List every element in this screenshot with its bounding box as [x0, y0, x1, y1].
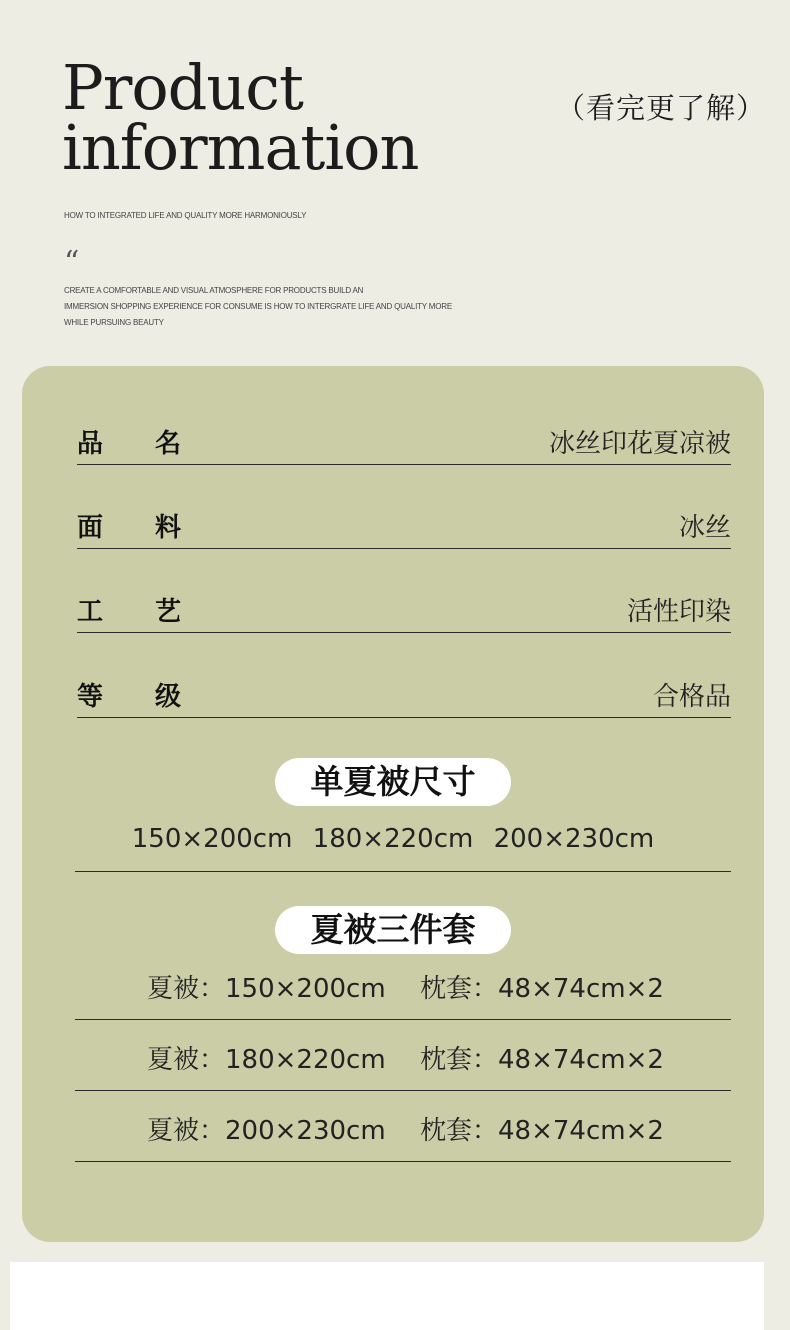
- header-note: （看完更了解）: [556, 91, 767, 125]
- description-line: WHILE PURSUING BEAUTY: [64, 318, 164, 327]
- divider: [75, 1161, 731, 1162]
- spec-value: 冰丝: [678, 513, 731, 543]
- quote-mark-icon: “: [64, 245, 80, 280]
- set-row: [147, 1040, 707, 1080]
- page-title: [62, 51, 419, 184]
- set-quilt-size: 夏被：200×230cm: [147, 1116, 386, 1146]
- divider: [75, 1019, 731, 1020]
- info-panel: [22, 366, 764, 1242]
- set-quilt-size: 夏被：180×220cm: [147, 1045, 386, 1075]
- spec-label: 等级: [77, 682, 234, 712]
- spec-label: 工艺: [77, 597, 234, 627]
- spec-row-fabric: [77, 508, 731, 549]
- set-quilt-size: 夏被：150×200cm: [147, 974, 386, 1004]
- spec-label: 面料: [77, 513, 234, 543]
- description: [64, 283, 454, 331]
- title-line-1: Product: [62, 51, 303, 124]
- spec-value: 冰丝印花夏凉被: [548, 429, 731, 459]
- footer-blank: [10, 1262, 764, 1330]
- single-size-heading: 单夏被尺寸: [275, 758, 511, 806]
- spec-value: 合格品: [652, 682, 731, 712]
- spec-value: 活性印染: [626, 597, 731, 627]
- single-size-list: 150×200cm 180×220cm 200×230cm: [131, 824, 655, 854]
- set-row: [147, 1111, 707, 1151]
- set-pillow-size: 枕套：48×74cm×2: [420, 974, 664, 1004]
- description-line: CREATE A COMFORTABLE AND VISUAL ATMOSPHERE FOR PRODUCTS BUILD AN: [64, 286, 364, 295]
- spec-row-grade: [77, 677, 731, 718]
- set-pillow-size: 枕套：48×74cm×2: [420, 1116, 664, 1146]
- set-pillow-size: 枕套：48×74cm×2: [420, 1045, 664, 1075]
- divider: [75, 871, 731, 872]
- set-heading: 夏被三件套: [275, 906, 511, 954]
- spec-label: 品名: [77, 429, 234, 459]
- spec-row-name: [77, 424, 731, 465]
- set-row: [147, 969, 707, 1009]
- spec-row-craft: [77, 592, 731, 633]
- divider: [75, 1090, 731, 1091]
- description-line: IMMERSION SHOPPING EXPERIENCE FOR CONSUME IS HOW TO INTERGRATE LIFE AND QUALITY MORE: [64, 302, 452, 311]
- title-line-2: information: [62, 111, 419, 184]
- tagline: HOW TO INTEGRATED LIFE AND QUALITY MORE HARMONIOUSLY: [64, 211, 307, 220]
